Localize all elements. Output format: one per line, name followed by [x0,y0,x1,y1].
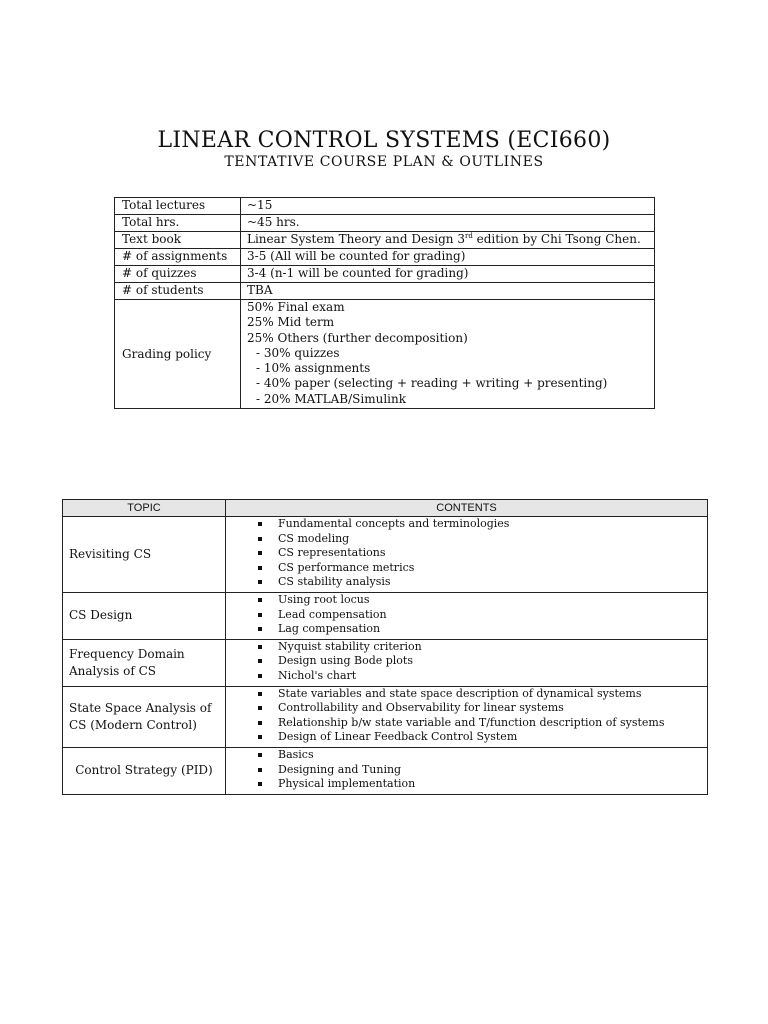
course-info-table [114,197,655,409]
list-item: Nichol's chart [256,669,707,684]
list-item: Basics [256,748,707,763]
list-item: Using root locus [256,593,707,608]
document-subtitle: TENTATIVE COURSE PLAN & OUTLINES [224,154,544,170]
list-item: CS representations [256,546,707,561]
info-row-assignments [115,249,655,266]
topic-line: Analysis of CS [69,663,157,678]
info-row-total-lectures [115,198,655,215]
list-item: Relationship b/w state variable and T/function description of systems [256,716,707,731]
contents-list [256,748,707,792]
outline-row [63,747,708,794]
list-item: Design using Bode plots [256,654,707,669]
info-row-total-hrs [115,215,655,232]
grading-policy-list [241,300,655,409]
course-outline-table [62,499,708,795]
list-item: CS performance metrics [256,561,707,576]
grading-subline: - 30% quizzes [256,345,340,360]
info-value [241,232,655,249]
outline-row [63,592,708,639]
list-item: Lag compensation [256,622,707,637]
topic-header: TOPIC [63,500,226,517]
contents-cell [226,639,708,686]
info-label: # of assignments [115,249,241,266]
info-value: 3-5 (All will be counted for grading) [241,249,655,266]
list-item: Nyquist stability criterion [256,640,707,655]
grading-line: 50% Final exam [247,300,345,314]
info-label: Total lectures [115,198,241,215]
outline-row [63,517,708,593]
contents-cell [226,747,708,794]
list-item: CS modeling [256,532,707,547]
contents-header: CONTENTS [226,500,708,517]
info-value: 3-4 (n-1 will be counted for grading) [241,266,655,283]
info-label: # of quizzes [115,266,241,283]
info-row-quizzes [115,266,655,283]
list-item: Physical implementation [256,777,707,792]
info-row-text-book [115,232,655,249]
grading-line: 25% Others (further decomposition) [247,330,468,345]
contents-list [256,517,707,590]
outline-row [63,639,708,686]
contents-list [256,593,707,637]
topic-line: State Space Analysis of [69,700,212,715]
outline-header-row [63,500,708,517]
document-title: LINEAR CONTROL SYSTEMS (ECI660) [157,128,611,153]
info-value: TBA [241,283,655,300]
list-item: Controllability and Observability for linear systems [256,701,707,716]
outline-row [63,686,708,747]
contents-cell [226,686,708,747]
list-item: CS stability analysis [256,575,707,590]
topic-cell: Revisiting CS [63,517,226,593]
topic-cell [63,639,226,686]
grading-subline: - 40% paper (selecting + reading + writing + presenting) [256,376,608,391]
info-value: ~45 hrs. [241,215,655,232]
grading-subline: - 20% MATLAB/Simulink [256,391,406,406]
edition-superscript: rd [464,232,473,240]
contents-list [256,687,707,745]
topic-line: CS (Modern Control) [69,717,197,732]
info-value: ~15 [241,198,655,215]
info-label: Text book [115,232,241,249]
topic-cell [63,686,226,747]
contents-list [256,640,707,684]
list-item: Designing and Tuning [256,763,707,778]
topic-line: Frequency Domain [69,646,185,661]
info-row-students [115,283,655,300]
info-label: # of students [115,283,241,300]
contents-cell [226,592,708,639]
grading-line: 25% Mid term [247,315,335,330]
info-row-grading [115,300,655,409]
list-item: Fundamental concepts and terminologies [256,517,707,532]
info-label: Grading policy [115,300,241,409]
text-book-title: Linear System Theory and Design 3 [247,232,465,246]
topic-cell: CS Design [63,592,226,639]
topic-cell: Control Strategy (PID) [63,747,226,794]
info-label: Total hrs. [115,215,241,232]
list-item: Design of Linear Feedback Control System [256,730,707,745]
grading-subline: - 10% assignments [256,361,371,376]
contents-cell [226,517,708,593]
text-book-author: edition by Chi Tsong Chen. [472,232,641,246]
list-item: State variables and state space description of dynamical systems [256,687,707,702]
list-item: Lead compensation [256,608,707,623]
